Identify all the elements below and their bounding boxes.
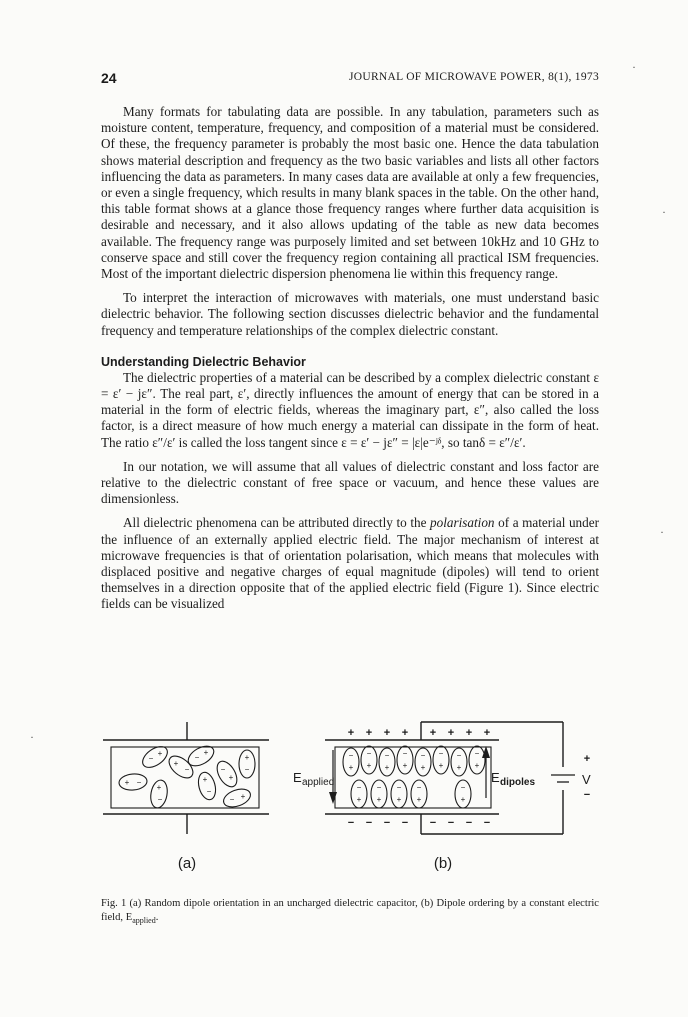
dipole-charge: + (376, 795, 382, 804)
dipole-charge: + (366, 761, 372, 770)
dipole-charge: − (420, 751, 426, 760)
plate-charge: + (401, 727, 409, 739)
dipole-charge: − (206, 787, 212, 796)
dipole-charge: − (148, 754, 154, 763)
margin-speck: · (662, 205, 666, 219)
dipole-charge: − (438, 749, 444, 758)
dipole-charge: + (474, 761, 480, 770)
plate-charge: − (347, 817, 355, 829)
figure-1 (97, 712, 607, 882)
voltage-label: V (582, 772, 591, 787)
dipole-charge: − (244, 765, 250, 774)
dipole-charge: + (356, 795, 362, 804)
dipole-charge: + (420, 763, 426, 772)
caption-main: Fig. 1 (a) Random dipole orientation in an uncharged dielectric capacitor, (b) Dipole ordering by a constant electric field, E (101, 898, 599, 923)
figure-label-a: (a) (177, 855, 197, 872)
plate-charge: − (465, 817, 473, 829)
running-head: JOURNAL OF MICROWAVE POWER, 8(1), 1973 (348, 71, 599, 83)
battery-plus: + (583, 753, 591, 765)
plate-charge: + (365, 727, 373, 739)
dipole-charge: + (173, 759, 179, 768)
dipole-charge: + (348, 763, 354, 772)
dipole-charge: − (356, 783, 362, 792)
plate-charge: − (483, 817, 491, 829)
dipole-charge: + (156, 783, 162, 792)
dipole-charge: + (244, 753, 250, 762)
dipole-charge: − (384, 751, 390, 760)
dipole-charge: + (203, 748, 209, 757)
paragraph-interpretation: To interpret the interaction of microwaves with materials, one must understand basic dielectric behavior. The following section discusses dielectric behavior and the fundamental frequency and temperature relationships of the complex dielectric constant. (101, 290, 599, 338)
dipole-charge: + (456, 763, 462, 772)
plate-charge: + (447, 727, 455, 739)
battery-minus: − (583, 789, 591, 801)
e-dipoles-symbol: E (491, 770, 500, 785)
caption-end: . (155, 912, 159, 923)
plate-charge: + (347, 727, 355, 739)
dipole-charge: − (184, 765, 190, 774)
plate-charge: − (429, 817, 437, 829)
dipole-charge: + (460, 795, 466, 804)
e-applied-subscript: applied (302, 777, 335, 788)
dipole-charge: − (416, 783, 422, 792)
dipole-charge: − (229, 795, 235, 804)
plate-charge: − (401, 817, 409, 829)
paragraph-notation: In our notation, we will assume that all values of dielectric constant and loss factor are relative to the dielectric constant of free space or vacuum, and hence these values are dimensionless. (101, 458, 599, 507)
plate-charge: + (429, 727, 437, 739)
dipole-charge: + (157, 749, 163, 758)
plate-charge: − (383, 817, 391, 829)
margin-speck: · (660, 525, 664, 539)
dipole-charge: − (376, 783, 382, 792)
plate-charge: + (465, 727, 473, 739)
dipole-charge: + (384, 763, 390, 772)
e-dipoles-subscript: dipoles (500, 777, 536, 788)
dipole-charge: + (240, 792, 246, 801)
dipole-charge: − (194, 753, 200, 762)
dipole-charge: − (456, 751, 462, 760)
paragraph-polarisation (101, 515, 599, 612)
figure-caption (101, 897, 599, 928)
polarisation-text-before: All dielectric phenomena can be attributed directly to the (123, 515, 431, 531)
polarisation-emphasis: polarisation (430, 515, 495, 531)
dipole-charge: + (438, 761, 444, 770)
dipole-charge: − (136, 778, 142, 787)
plate-charge: − (365, 817, 373, 829)
margin-speck: · (632, 60, 636, 74)
page-header (101, 70, 599, 88)
body-text (101, 104, 599, 621)
dipole-charge: + (228, 773, 234, 782)
dipole-charge: + (396, 795, 402, 804)
dipole-charge: − (474, 749, 480, 758)
dipole-charge: + (202, 775, 208, 784)
dipole-charge: − (157, 795, 163, 804)
plate-charge: − (447, 817, 455, 829)
plate-charge: + (383, 727, 391, 739)
dipole-charge: − (348, 751, 354, 760)
dipole-charge: − (402, 749, 408, 758)
paragraph-tabulation: Many formats for tabulating data are possible. In any tabulation, parameters such as moisture content, temperature, frequency, and composition of a material must be considered. Of these, the frequency parameter is probably the most basic one. Hence the data tabulation shows material description and frequency as the two basic variables and lists all other factors influencing the data as parameters. In many cases data are available at only a few frequencies, or even a single frequency, which results in many blank spaces in the table. On the other hand, this table format shows at a glance those frequency ranges where further data acquisition is desirable and necessary, and it also allows updating of the table as new data becomes available. The frequency range was purposely limited and set between 10kHz and 10 GHz to conserve space and still cover the frequency region containing all practical ISM frequencies. Most of the important dielectric dispersion phenomena lie within this frequency range. (101, 104, 599, 282)
section-heading: Understanding Dielectric Behavior (101, 354, 306, 369)
margin-speck: · (30, 730, 34, 744)
polarisation-text-after: of a material under the influence of an externally applied electric field. The major mechanism of interest at microwave frequencies is that of orientation polarisation, which means that molecules with displaced positive and negative charges of equal magnitude (dipoles) will tend to orient themselves in a direction opposite that of the applied electric field (Figure 1). Since electric fields can be visualized (101, 515, 599, 612)
dipole-charge: − (366, 749, 372, 758)
dipole-charge: − (460, 783, 466, 792)
dipole-charge: + (124, 778, 130, 787)
dipole-charge: − (396, 783, 402, 792)
dipole-charge: + (402, 761, 408, 770)
page-number: 24 (101, 70, 117, 86)
caption-subscript: applied (132, 916, 156, 926)
plate-charge: + (483, 727, 491, 739)
e-applied-symbol: E (293, 770, 302, 785)
paragraph-dielectric-constant: The dielectric properties of a material can be described by a complex dielectric constant ε = ε′ − jε″. The real part, ε′, directly influences the amount of energy that can be stored in a material in the form of electric fields, whereas the imaginary part, ε″, also called the loss factor, is a direct measure of how much energy a material can dissipate in the form of heat. The ratio ε″/ε′ is called the loss tangent since ε = ε′ − jε″ = |ε|e⁻ʲᵟ, so tanδ = ε″/ε′. (101, 369, 599, 450)
dipole-charge: + (416, 795, 422, 804)
dipole-charge: − (220, 765, 226, 774)
figure-label-b: (b) (433, 855, 453, 872)
